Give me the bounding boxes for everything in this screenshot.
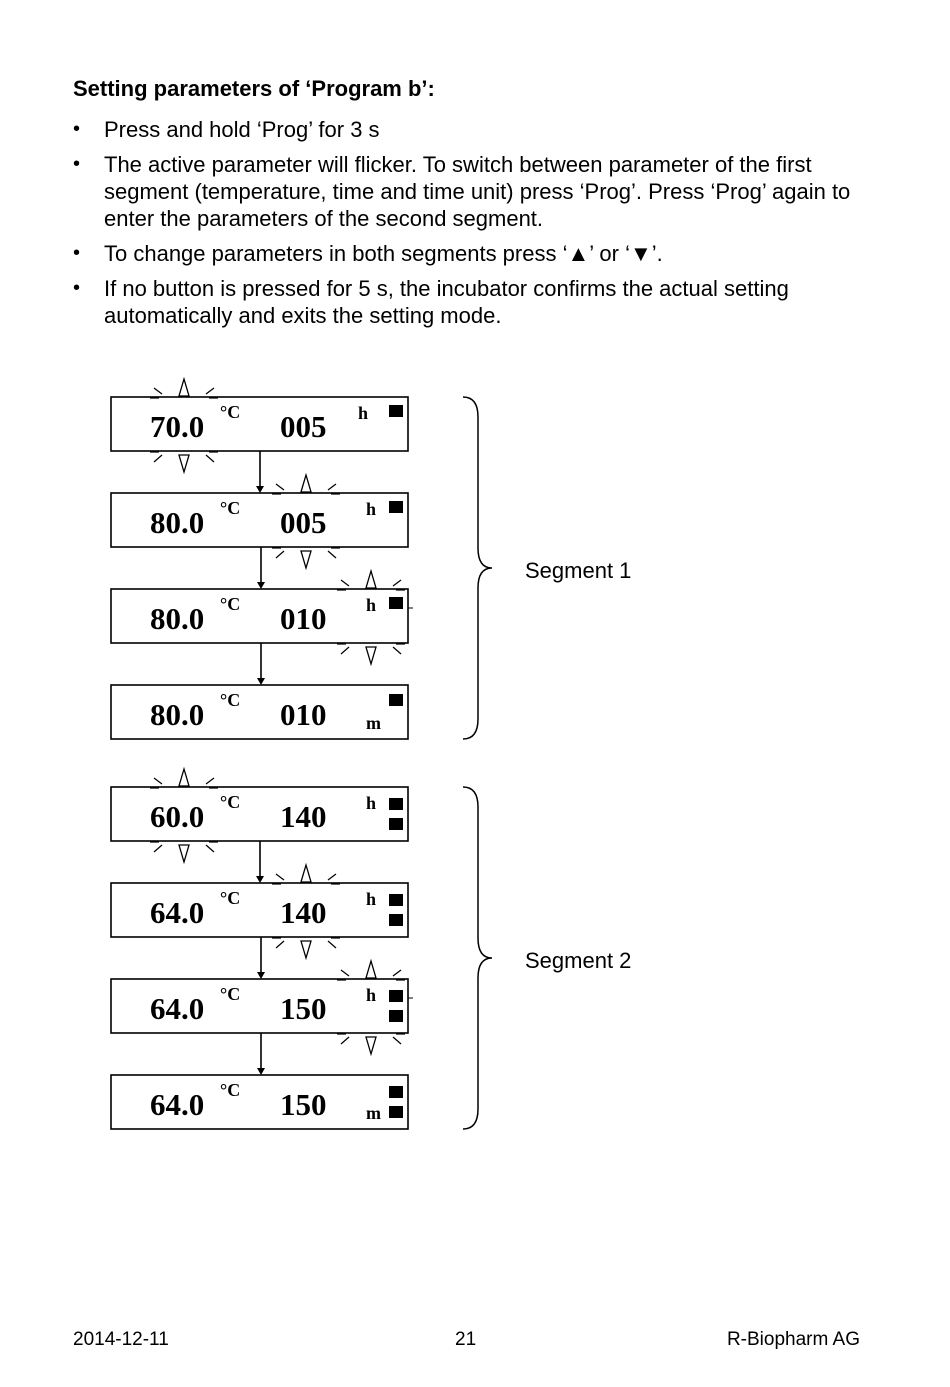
footer-date: 2014-12-11 (73, 1329, 169, 1350)
temperature-unit: °C (220, 594, 241, 614)
arrow-down-icon (179, 845, 189, 862)
flicker-ray (154, 455, 162, 462)
segment-indicator-icon (389, 694, 403, 706)
arrow-down-icon (366, 1037, 376, 1054)
segment-group (111, 379, 492, 739)
segment-brace (463, 397, 492, 739)
instruction-text: Press and hold ‘Prog’ for 3 s (104, 117, 380, 142)
segment-indicator-icon (389, 990, 403, 1002)
lcd-display (111, 685, 408, 739)
temperature-value: 64.0 (150, 895, 205, 930)
flicker-ray (328, 874, 336, 880)
segment-indicator-icon (389, 1106, 403, 1118)
flicker-ray (154, 778, 162, 784)
lcd-display (111, 379, 408, 493)
temperature-value: 64.0 (150, 991, 205, 1026)
time-unit: h (366, 499, 377, 519)
segment-indicator-icon (389, 1086, 403, 1098)
segment-indicator-icon (389, 501, 403, 513)
time-value: 005 (280, 505, 327, 540)
instruction-text: To change parameters in both segments press ‘▲’ or ‘▼’. (104, 241, 663, 266)
segment-brace (463, 787, 492, 1129)
flicker-ray (328, 941, 336, 948)
time-unit: h (366, 793, 377, 813)
segment-label: Segment 1 (525, 558, 632, 583)
time-value: 150 (280, 1087, 327, 1122)
flicker-ray (393, 580, 401, 586)
time-unit: h (366, 595, 377, 615)
temperature-value: 80.0 (150, 505, 205, 540)
arrow-up-icon (301, 475, 311, 492)
temperature-value: 60.0 (150, 799, 205, 834)
segment-indicator-icon (389, 405, 403, 417)
arrow-up-icon (366, 571, 376, 588)
time-unit: h (366, 985, 377, 1005)
time-unit: m (366, 713, 381, 733)
time-value: 010 (280, 601, 327, 636)
arrow-up-icon (179, 769, 189, 786)
temperature-value: 64.0 (150, 1087, 205, 1122)
time-unit: m (366, 1103, 381, 1123)
temperature-unit: °C (220, 1080, 241, 1100)
time-value: 140 (280, 895, 327, 930)
temperature-unit: °C (220, 498, 241, 518)
time-unit: h (358, 403, 369, 423)
segment-indicator-icon (389, 597, 403, 609)
arrow-up-icon (301, 865, 311, 882)
flicker-ray (328, 484, 336, 490)
time-value: 150 (280, 991, 327, 1026)
instruction-text: The active parameter will flicker. To switch between parameter of the first segment (temperature, time and time unit) press ‘Prog’. Press ‘Prog’ again to enter the parameters of the second segment. (104, 152, 851, 231)
flicker-ray (206, 778, 214, 784)
bullet-icon: • (73, 242, 81, 264)
flicker-ray (206, 845, 214, 852)
flicker-ray (393, 1037, 401, 1044)
arrow-down-icon (366, 647, 376, 664)
flow-arrow-head-icon (257, 678, 265, 685)
bullet-icon: • (73, 153, 81, 175)
flow-arrow-head-icon (256, 486, 264, 493)
temperature-unit: °C (220, 690, 241, 710)
flicker-ray (393, 970, 401, 976)
time-unit: h (366, 889, 377, 909)
temperature-value: 70.0 (150, 409, 205, 444)
section-heading: Setting parameters of ‘Program b’: (73, 76, 435, 101)
arrow-up-icon (366, 961, 376, 978)
flicker-ray (276, 874, 284, 880)
flicker-ray (393, 647, 401, 654)
segment-indicator-icon (389, 894, 403, 906)
bullet-icon: • (73, 277, 81, 299)
footer-company: R-Biopharm AG (726, 1329, 860, 1350)
instruction-text: If no button is pressed for 5 s, the incubator confirms the actual setting automatically and exits the setting mode. (104, 276, 789, 328)
time-value: 005 (280, 409, 327, 444)
flicker-ray (276, 941, 284, 948)
flicker-ray (341, 1037, 349, 1044)
time-value: 010 (280, 697, 327, 732)
flicker-ray (154, 845, 162, 852)
lcd-display (111, 571, 413, 685)
flow-arrow-head-icon (257, 582, 265, 589)
flicker-ray (276, 484, 284, 490)
time-value: 140 (280, 799, 327, 834)
segment-indicator-icon (389, 914, 403, 926)
lcd-display (111, 1075, 408, 1129)
temperature-value: 80.0 (150, 601, 205, 636)
temperature-unit: °C (220, 888, 241, 908)
flow-arrow-head-icon (257, 972, 265, 979)
temperature-unit: °C (220, 792, 241, 812)
temperature-unit: °C (220, 984, 241, 1004)
flow-arrow-head-icon (256, 876, 264, 883)
segment-indicator-icon (389, 1010, 403, 1022)
segment-label: Segment 2 (525, 948, 632, 973)
flicker-ray (341, 647, 349, 654)
arrow-up-icon (179, 379, 189, 396)
temperature-value: 80.0 (150, 697, 205, 732)
segment-group (111, 769, 492, 1129)
arrow-down-icon (301, 941, 311, 958)
arrow-down-icon (179, 455, 189, 472)
footer-page-number: 21 (455, 1329, 477, 1350)
flicker-ray (206, 455, 214, 462)
arrow-down-icon (301, 551, 311, 568)
flicker-ray (341, 970, 349, 976)
temperature-unit: °C (220, 402, 241, 422)
lcd-display (111, 961, 413, 1075)
segment-indicator-icon (389, 818, 403, 830)
flicker-ray (206, 388, 214, 394)
lcd-display (111, 769, 408, 883)
flicker-ray (154, 388, 162, 394)
flicker-ray (341, 580, 349, 586)
flow-arrow-head-icon (257, 1068, 265, 1075)
bullet-icon: • (73, 118, 81, 140)
flicker-ray (328, 551, 336, 558)
flicker-ray (276, 551, 284, 558)
segment-indicator-icon (389, 798, 403, 810)
